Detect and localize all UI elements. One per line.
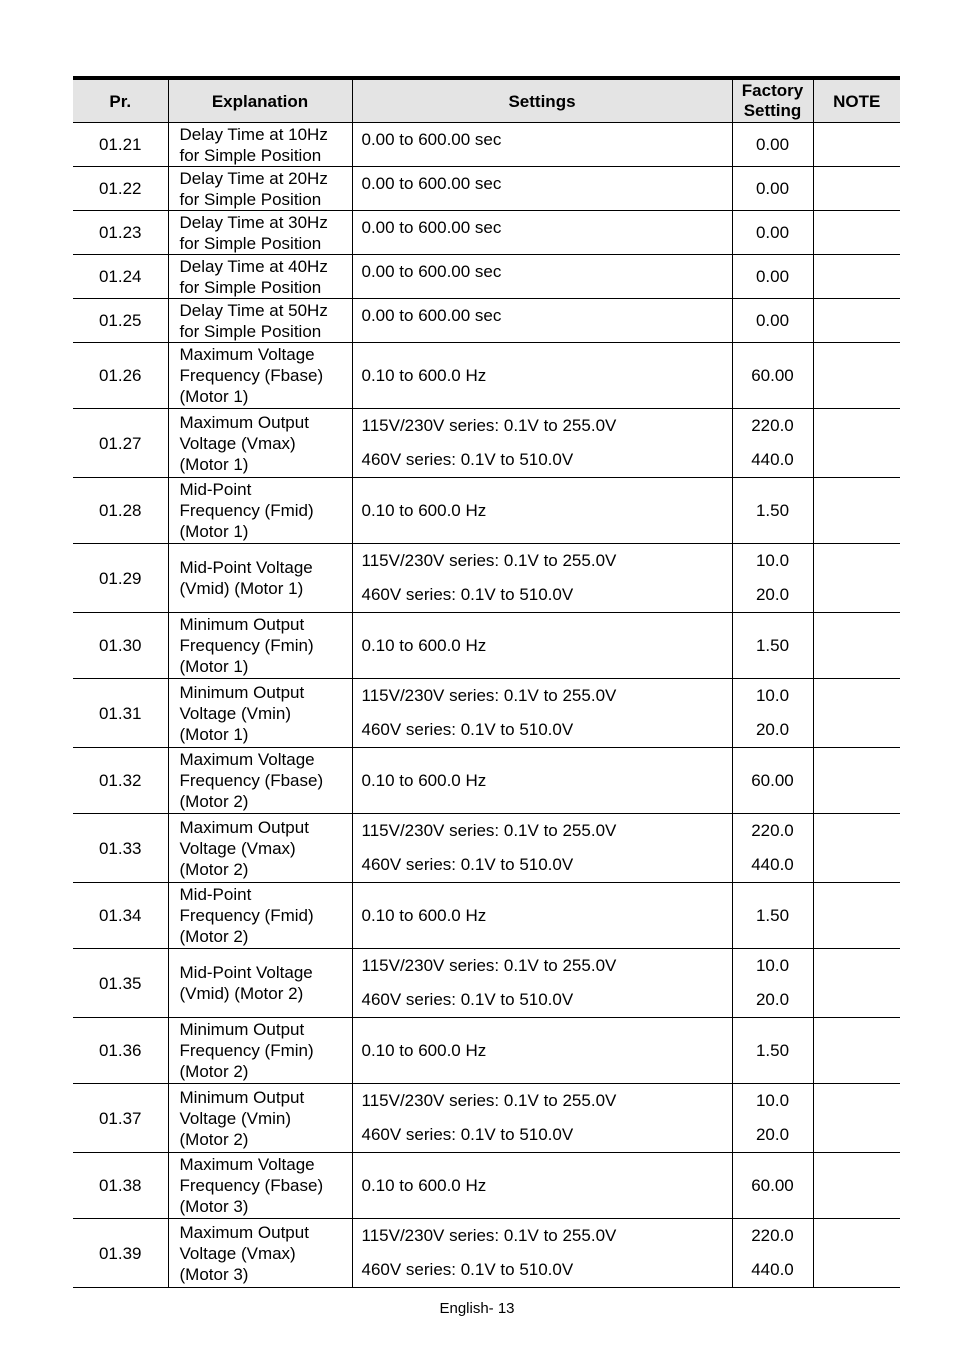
cell-pr: 01.31	[73, 679, 168, 748]
cell-settings	[352, 1018, 732, 1084]
factory-value: 0.00	[755, 311, 790, 330]
cell-note	[813, 1219, 900, 1288]
factory-value: 10.0	[755, 551, 790, 570]
cell-factory-setting	[732, 478, 813, 544]
explanation-line: Voltage (Vmax)	[179, 838, 296, 858]
cell-factory-setting	[732, 211, 813, 255]
table-header-row	[73, 78, 900, 123]
cell-pr: 01.25	[73, 299, 168, 343]
cell-settings	[352, 1084, 732, 1153]
explanation-line: Mid-Point	[179, 480, 252, 499]
cell-factory-setting	[732, 299, 813, 343]
cell-factory-setting	[732, 544, 813, 613]
cell-note	[813, 748, 900, 814]
explanation-line: Minimum Output	[179, 682, 305, 702]
settings-line: 460V series: 0.1V to 510.0V	[361, 720, 574, 739]
cell-settings	[352, 1219, 732, 1288]
factory-value: 10.0	[755, 956, 790, 975]
cell-note	[813, 679, 900, 748]
explanation-line: Delay Time at 40Hz	[179, 256, 328, 276]
cell-explanation	[168, 167, 352, 211]
explanation-line: Frequency (Fmin)	[179, 636, 314, 655]
cell-note	[813, 343, 900, 409]
explanation-line: for Simple Position	[179, 277, 322, 297]
explanation-line: (Motor 1)	[179, 522, 249, 541]
explanation-line: Delay Time at 50Hz	[179, 300, 328, 320]
cell-factory-setting	[732, 883, 813, 949]
cell-factory-setting	[732, 1153, 813, 1219]
factory-value: 10.0	[755, 686, 790, 705]
cell-note	[813, 544, 900, 613]
cell-pr: 01.36	[73, 1018, 168, 1084]
cell-settings	[352, 883, 732, 949]
table-row	[73, 255, 900, 299]
settings-line: 460V series: 0.1V to 510.0V	[361, 1260, 574, 1279]
header-note: NOTE	[813, 78, 900, 123]
explanation-line: (Motor 1)	[179, 387, 249, 406]
cell-pr: 01.23	[73, 211, 168, 255]
cell-explanation	[168, 613, 352, 679]
explanation-line: (Motor 1)	[179, 454, 249, 474]
cell-explanation	[168, 679, 352, 748]
settings-line: 460V series: 0.1V to 510.0V	[361, 585, 574, 604]
cell-settings	[352, 167, 732, 211]
cell-factory-setting	[732, 409, 813, 478]
cell-note	[813, 814, 900, 883]
cell-pr: 01.39	[73, 1219, 168, 1288]
factory-value: 60.00	[751, 366, 794, 385]
explanation-line: Frequency (Fbase)	[179, 771, 324, 790]
table-row	[73, 123, 900, 167]
table-row	[73, 478, 900, 544]
cell-note	[813, 123, 900, 167]
settings-line: 115V/230V series: 0.1V to 255.0V	[361, 686, 617, 705]
table-row	[73, 1153, 900, 1219]
header-factory-line2: Setting	[743, 101, 802, 120]
settings-line: 0.00 to 600.00 sec	[361, 262, 502, 281]
settings-line: 460V series: 0.1V to 510.0V	[361, 855, 574, 874]
settings-line: 460V series: 0.1V to 510.0V	[361, 1125, 574, 1144]
explanation-line: Voltage (Vmax)	[179, 433, 296, 453]
header-pr: Pr.	[73, 78, 168, 123]
header-explanation: Explanation	[168, 78, 352, 123]
cell-settings	[352, 343, 732, 409]
cell-pr: 01.33	[73, 814, 168, 883]
cell-pr: 01.38	[73, 1153, 168, 1219]
settings-line: 115V/230V series: 0.1V to 255.0V	[361, 416, 617, 435]
factory-value: 440.0	[751, 855, 794, 874]
explanation-line: (Vmid) (Motor 2)	[179, 984, 304, 1003]
explanation-line: Maximum Voltage	[179, 750, 315, 769]
cell-note	[813, 1084, 900, 1153]
cell-explanation	[168, 123, 352, 167]
table-row	[73, 748, 900, 814]
explanation-line: Frequency (Fmid)	[179, 906, 314, 925]
explanation-line: Mid-Point Voltage	[179, 558, 313, 577]
cell-factory-setting	[732, 949, 813, 1018]
cell-explanation	[168, 544, 352, 613]
factory-value: 1.50	[755, 636, 790, 655]
table-row	[73, 883, 900, 949]
cell-explanation	[168, 883, 352, 949]
cell-settings	[352, 255, 732, 299]
explanation-line: Maximum Output	[179, 412, 309, 432]
factory-value: 440.0	[751, 450, 794, 469]
cell-note	[813, 167, 900, 211]
cell-note	[813, 299, 900, 343]
cell-explanation	[168, 748, 352, 814]
cell-note	[813, 949, 900, 1018]
factory-value: 20.0	[755, 585, 790, 604]
cell-pr: 01.27	[73, 409, 168, 478]
settings-line: 115V/230V series: 0.1V to 255.0V	[361, 1226, 617, 1245]
explanation-line: Voltage (Vmin)	[179, 1108, 291, 1128]
explanation-line: Voltage (Vmin)	[179, 703, 291, 723]
explanation-line: Frequency (Fmid)	[179, 501, 314, 520]
table-row	[73, 1084, 900, 1153]
cell-settings	[352, 1153, 732, 1219]
table-row	[73, 613, 900, 679]
settings-line: 0.10 to 600.0 Hz	[361, 1041, 487, 1060]
cell-factory-setting	[732, 748, 813, 814]
factory-value: 10.0	[755, 1091, 790, 1110]
cell-pr: 01.26	[73, 343, 168, 409]
settings-line: 0.00 to 600.00 sec	[361, 174, 502, 193]
explanation-line: Frequency (Fbase)	[179, 1176, 324, 1195]
cell-note	[813, 211, 900, 255]
cell-explanation	[168, 299, 352, 343]
explanation-line: Minimum Output	[179, 1087, 305, 1107]
cell-factory-setting	[732, 343, 813, 409]
settings-line: 115V/230V series: 0.1V to 255.0V	[361, 1091, 617, 1110]
table-row	[73, 544, 900, 613]
explanation-line: (Motor 2)	[179, 859, 249, 879]
cell-settings	[352, 949, 732, 1018]
cell-settings	[352, 478, 732, 544]
cell-pr: 01.28	[73, 478, 168, 544]
cell-settings	[352, 613, 732, 679]
header-factory-line1: Factory	[741, 81, 804, 100]
cell-note	[813, 255, 900, 299]
factory-value: 20.0	[755, 1125, 790, 1144]
cell-explanation	[168, 409, 352, 478]
cell-settings	[352, 211, 732, 255]
settings-line: 0.10 to 600.0 Hz	[361, 366, 487, 385]
explanation-line: Delay Time at 10Hz	[179, 124, 328, 144]
cell-factory-setting	[732, 167, 813, 211]
settings-line: 0.00 to 600.00 sec	[361, 218, 502, 237]
cell-factory-setting	[732, 613, 813, 679]
cell-pr: 01.37	[73, 1084, 168, 1153]
cell-settings	[352, 748, 732, 814]
explanation-line: (Motor 1)	[179, 657, 249, 676]
settings-line: 0.00 to 600.00 sec	[361, 130, 502, 149]
factory-value: 0.00	[755, 223, 790, 242]
cell-settings	[352, 299, 732, 343]
explanation-line: (Motor 2)	[179, 1062, 249, 1081]
explanation-line: (Vmid) (Motor 1)	[179, 579, 304, 598]
table-row	[73, 679, 900, 748]
cell-factory-setting	[732, 1084, 813, 1153]
header-settings: Settings	[352, 78, 732, 123]
explanation-line: (Motor 2)	[179, 792, 249, 811]
explanation-line: Minimum Output	[179, 1020, 305, 1039]
table-row	[73, 167, 900, 211]
factory-value: 0.00	[755, 135, 790, 154]
cell-factory-setting	[732, 814, 813, 883]
cell-explanation	[168, 478, 352, 544]
explanation-line: (Motor 3)	[179, 1197, 249, 1216]
header-factory-setting	[732, 78, 813, 123]
explanation-line: (Motor 3)	[179, 1264, 249, 1284]
explanation-line: Maximum Voltage	[179, 1155, 315, 1174]
cell-factory-setting	[732, 679, 813, 748]
explanation-line: (Motor 2)	[179, 1129, 249, 1149]
explanation-line: Mid-Point Voltage	[179, 963, 313, 982]
explanation-line: for Simple Position	[179, 233, 322, 253]
table-row	[73, 949, 900, 1018]
cell-settings	[352, 409, 732, 478]
factory-value: 1.50	[755, 501, 790, 520]
cell-pr: 01.24	[73, 255, 168, 299]
factory-value: 440.0	[751, 1260, 794, 1279]
cell-note	[813, 409, 900, 478]
table-body	[73, 123, 900, 1288]
cell-note	[813, 478, 900, 544]
cell-pr: 01.32	[73, 748, 168, 814]
explanation-line: (Motor 2)	[179, 927, 249, 946]
settings-line: 460V series: 0.1V to 510.0V	[361, 450, 574, 469]
cell-factory-setting	[732, 1018, 813, 1084]
cell-factory-setting	[732, 1219, 813, 1288]
cell-note	[813, 613, 900, 679]
settings-line: 0.10 to 600.0 Hz	[361, 501, 487, 520]
cell-settings	[352, 814, 732, 883]
factory-value: 20.0	[755, 720, 790, 739]
settings-line: 0.10 to 600.0 Hz	[361, 771, 487, 790]
explanation-line: Frequency (Fbase)	[179, 366, 324, 385]
cell-explanation	[168, 1018, 352, 1084]
factory-value: 60.00	[751, 771, 794, 790]
explanation-line: Maximum Output	[179, 1222, 309, 1242]
parameter-table	[73, 76, 900, 1288]
cell-explanation	[168, 1219, 352, 1288]
factory-value: 0.00	[755, 267, 790, 286]
cell-explanation	[168, 949, 352, 1018]
cell-settings	[352, 679, 732, 748]
explanation-line: Delay Time at 20Hz	[179, 168, 328, 188]
settings-line: 0.00 to 600.00 sec	[361, 306, 502, 325]
cell-pr: 01.34	[73, 883, 168, 949]
table-row	[73, 343, 900, 409]
explanation-line: for Simple Position	[179, 145, 322, 165]
table-row	[73, 409, 900, 478]
cell-explanation	[168, 255, 352, 299]
explanation-line: Minimum Output	[179, 615, 305, 634]
settings-line: 115V/230V series: 0.1V to 255.0V	[361, 956, 617, 975]
settings-line: 115V/230V series: 0.1V to 255.0V	[361, 821, 617, 840]
cell-factory-setting	[732, 255, 813, 299]
settings-line: 0.10 to 600.0 Hz	[361, 1176, 487, 1195]
explanation-line: Voltage (Vmax)	[179, 1243, 296, 1263]
explanation-line: Frequency (Fmin)	[179, 1041, 314, 1060]
cell-note	[813, 883, 900, 949]
settings-line: 0.10 to 600.0 Hz	[361, 636, 487, 655]
table-row	[73, 814, 900, 883]
explanation-line: Maximum Output	[179, 817, 309, 837]
cell-pr: 01.30	[73, 613, 168, 679]
cell-explanation	[168, 1153, 352, 1219]
cell-factory-setting	[732, 123, 813, 167]
settings-line: 115V/230V series: 0.1V to 255.0V	[361, 551, 617, 570]
cell-pr: 01.22	[73, 167, 168, 211]
cell-explanation	[168, 1084, 352, 1153]
cell-pr: 01.21	[73, 123, 168, 167]
cell-pr: 01.29	[73, 544, 168, 613]
factory-value: 1.50	[755, 906, 790, 925]
cell-explanation	[168, 814, 352, 883]
table-row	[73, 299, 900, 343]
explanation-line: for Simple Position	[179, 321, 322, 341]
cell-settings	[352, 123, 732, 167]
table-row	[73, 211, 900, 255]
factory-value: 220.0	[751, 821, 794, 840]
table-row	[73, 1219, 900, 1288]
factory-value: 0.00	[755, 179, 790, 198]
factory-value: 20.0	[755, 990, 790, 1009]
explanation-line: Maximum Voltage	[179, 345, 315, 364]
cell-explanation	[168, 211, 352, 255]
cell-settings	[352, 544, 732, 613]
factory-value: 60.00	[751, 1176, 794, 1195]
settings-line: 460V series: 0.1V to 510.0V	[361, 990, 574, 1009]
table-row	[73, 1018, 900, 1084]
factory-value: 1.50	[755, 1041, 790, 1060]
cell-note	[813, 1018, 900, 1084]
factory-value: 220.0	[751, 1226, 794, 1245]
cell-note	[813, 1153, 900, 1219]
explanation-line: (Motor 1)	[179, 724, 249, 744]
explanation-line: Delay Time at 30Hz	[179, 212, 328, 232]
page-footer: English- 13	[439, 1300, 515, 1317]
cell-pr: 01.35	[73, 949, 168, 1018]
cell-explanation	[168, 343, 352, 409]
factory-value: 220.0	[751, 416, 794, 435]
explanation-line: for Simple Position	[179, 189, 322, 209]
explanation-line: Mid-Point	[179, 885, 252, 904]
settings-line: 0.10 to 600.0 Hz	[361, 906, 487, 925]
